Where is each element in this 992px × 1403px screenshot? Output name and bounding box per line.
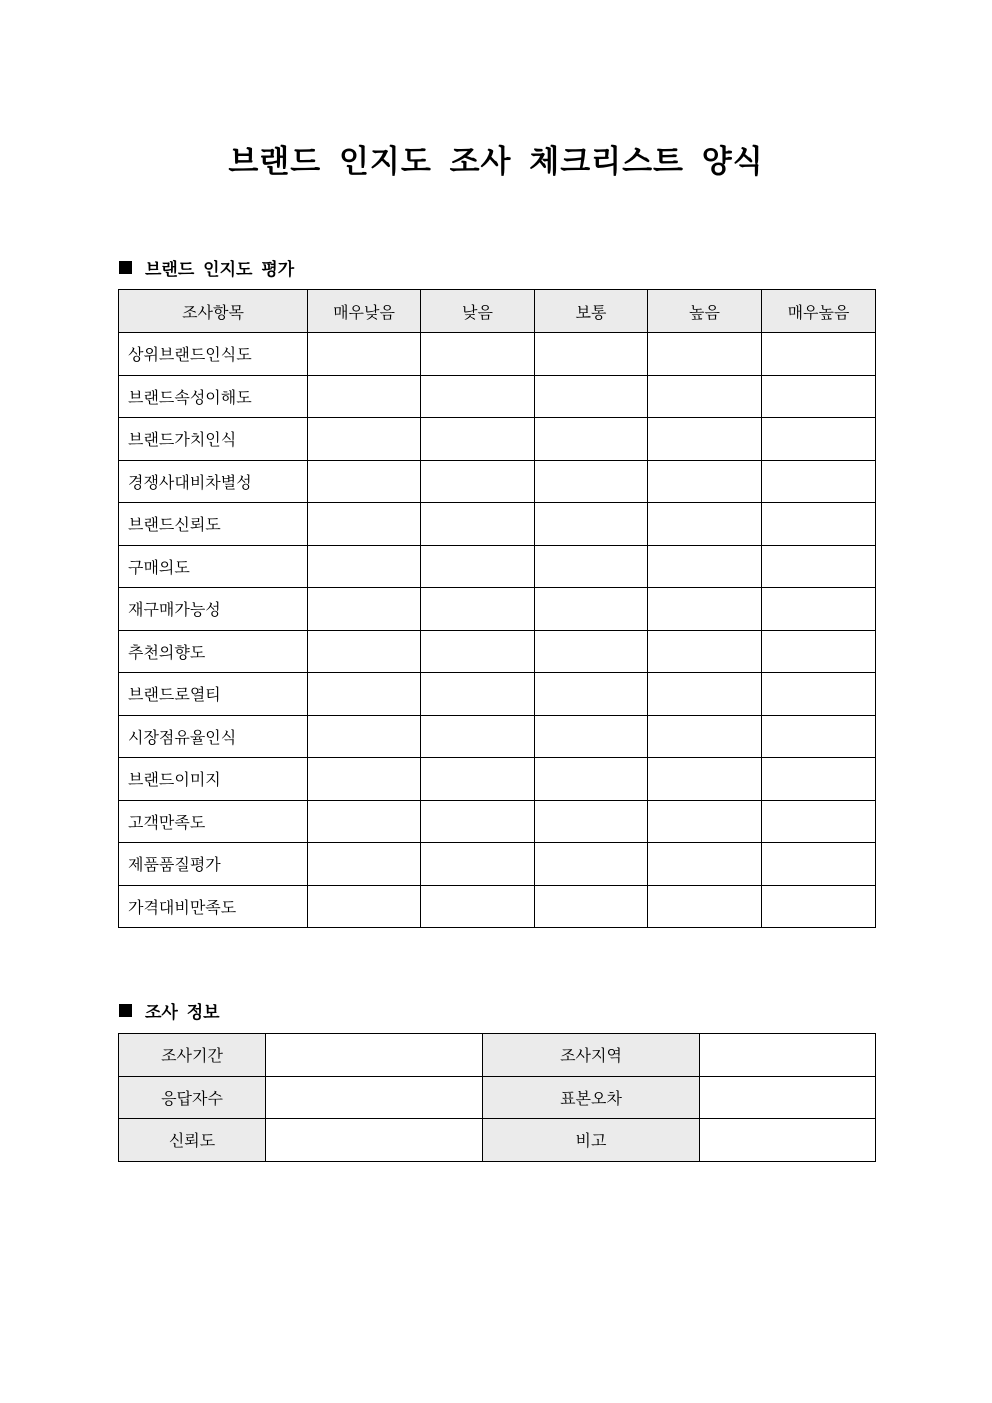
info-value-cell[interactable] bbox=[700, 1076, 876, 1119]
rating-cell[interactable] bbox=[308, 843, 421, 886]
rating-cell[interactable] bbox=[535, 375, 648, 418]
survey-item-label: 브랜드로열티 bbox=[119, 673, 308, 716]
rating-cell[interactable] bbox=[762, 630, 876, 673]
rating-cell[interactable] bbox=[421, 333, 535, 376]
table-row bbox=[119, 843, 876, 886]
rating-cell[interactable] bbox=[648, 758, 762, 801]
rating-cell[interactable] bbox=[762, 673, 876, 716]
rating-cell[interactable] bbox=[762, 715, 876, 758]
rating-cell[interactable] bbox=[648, 885, 762, 928]
survey-info-table bbox=[118, 1033, 876, 1162]
rating-cell[interactable] bbox=[308, 545, 421, 588]
table-header-row bbox=[119, 290, 876, 333]
column-header-normal: 보통 bbox=[535, 290, 648, 333]
evaluation-table bbox=[118, 289, 876, 928]
rating-cell[interactable] bbox=[648, 630, 762, 673]
rating-cell[interactable] bbox=[648, 503, 762, 546]
table-row bbox=[119, 630, 876, 673]
info-value-cell[interactable] bbox=[266, 1034, 483, 1077]
table-row bbox=[119, 673, 876, 716]
rating-cell[interactable] bbox=[421, 673, 535, 716]
rating-cell[interactable] bbox=[648, 843, 762, 886]
column-header-very-low: 매우낮음 bbox=[308, 290, 421, 333]
table-row bbox=[119, 375, 876, 418]
info-value-cell[interactable] bbox=[700, 1034, 876, 1077]
survey-item-label: 브랜드이미지 bbox=[119, 758, 308, 801]
page-title: 브랜드 인지도 조사 체크리스트 양식 bbox=[228, 144, 764, 180]
rating-cell[interactable] bbox=[762, 418, 876, 461]
table-row bbox=[119, 1076, 876, 1119]
rating-cell[interactable] bbox=[535, 503, 648, 546]
rating-cell[interactable] bbox=[535, 885, 648, 928]
rating-cell[interactable] bbox=[308, 503, 421, 546]
table-row bbox=[119, 418, 876, 461]
rating-cell[interactable] bbox=[762, 843, 876, 886]
table-row bbox=[119, 460, 876, 503]
rating-cell[interactable] bbox=[421, 843, 535, 886]
section-heading-label: 조사 정보 bbox=[145, 1003, 220, 1023]
rating-cell[interactable] bbox=[648, 673, 762, 716]
column-header-very-high: 매우높음 bbox=[762, 290, 876, 333]
rating-cell[interactable] bbox=[308, 758, 421, 801]
rating-cell[interactable] bbox=[648, 715, 762, 758]
rating-cell[interactable] bbox=[421, 715, 535, 758]
table-row bbox=[119, 1034, 876, 1077]
rating-cell[interactable] bbox=[535, 630, 648, 673]
rating-cell[interactable] bbox=[648, 460, 762, 503]
rating-cell[interactable] bbox=[308, 418, 421, 461]
rating-cell[interactable] bbox=[535, 800, 648, 843]
rating-cell[interactable] bbox=[421, 630, 535, 673]
rating-cell[interactable] bbox=[421, 418, 535, 461]
column-header-low: 낮음 bbox=[421, 290, 535, 333]
rating-cell[interactable] bbox=[535, 673, 648, 716]
survey-item-label: 구매의도 bbox=[119, 545, 308, 588]
rating-cell[interactable] bbox=[308, 460, 421, 503]
rating-cell[interactable] bbox=[308, 630, 421, 673]
rating-cell[interactable] bbox=[535, 758, 648, 801]
rating-cell[interactable] bbox=[762, 545, 876, 588]
table-row bbox=[119, 715, 876, 758]
survey-item-label: 브랜드가치인식 bbox=[119, 418, 308, 461]
rating-cell[interactable] bbox=[648, 375, 762, 418]
rating-cell[interactable] bbox=[421, 800, 535, 843]
rating-cell[interactable] bbox=[421, 545, 535, 588]
rating-cell[interactable] bbox=[421, 588, 535, 631]
info-value-cell[interactable] bbox=[700, 1119, 876, 1162]
table-row bbox=[119, 758, 876, 801]
rating-cell[interactable] bbox=[421, 460, 535, 503]
rating-cell[interactable] bbox=[648, 418, 762, 461]
rating-cell[interactable] bbox=[648, 588, 762, 631]
rating-cell[interactable] bbox=[421, 375, 535, 418]
rating-cell[interactable] bbox=[648, 545, 762, 588]
rating-cell[interactable] bbox=[308, 333, 421, 376]
section-heading-survey-info bbox=[119, 998, 220, 1023]
rating-cell[interactable] bbox=[762, 588, 876, 631]
rating-cell[interactable] bbox=[308, 588, 421, 631]
info-label: 조사지역 bbox=[483, 1034, 700, 1077]
rating-cell[interactable] bbox=[535, 545, 648, 588]
survey-item-label: 가격대비만족도 bbox=[119, 885, 308, 928]
table-row bbox=[119, 545, 876, 588]
rating-cell[interactable] bbox=[535, 843, 648, 886]
info-label: 표본오차 bbox=[483, 1076, 700, 1119]
table-row bbox=[119, 503, 876, 546]
table-row bbox=[119, 588, 876, 631]
rating-cell[interactable] bbox=[308, 885, 421, 928]
survey-item-label: 브랜드속성이해도 bbox=[119, 375, 308, 418]
rating-cell[interactable] bbox=[535, 418, 648, 461]
rating-cell[interactable] bbox=[421, 758, 535, 801]
section-heading-label: 브랜드 인지도 평가 bbox=[145, 260, 295, 280]
survey-item-label: 제품품질평가 bbox=[119, 843, 308, 886]
survey-item-label: 추천의향도 bbox=[119, 630, 308, 673]
survey-item-label: 상위브랜드인식도 bbox=[119, 333, 308, 376]
table-row bbox=[119, 885, 876, 928]
survey-item-label: 브랜드신뢰도 bbox=[119, 503, 308, 546]
square-bullet-icon bbox=[119, 1004, 132, 1017]
info-label: 비고 bbox=[483, 1119, 700, 1162]
rating-cell[interactable] bbox=[308, 375, 421, 418]
rating-cell[interactable] bbox=[762, 375, 876, 418]
table-row bbox=[119, 333, 876, 376]
square-bullet-icon bbox=[119, 261, 132, 274]
rating-cell[interactable] bbox=[421, 885, 535, 928]
survey-item-label: 시장점유율인식 bbox=[119, 715, 308, 758]
rating-cell[interactable] bbox=[762, 460, 876, 503]
column-header-item: 조사항목 bbox=[119, 290, 308, 333]
rating-cell[interactable] bbox=[762, 503, 876, 546]
section-heading-evaluation bbox=[119, 255, 294, 280]
rating-cell[interactable] bbox=[535, 588, 648, 631]
column-header-high: 높음 bbox=[648, 290, 762, 333]
info-label: 응답자수 bbox=[119, 1076, 266, 1119]
survey-item-label: 재구매가능성 bbox=[119, 588, 308, 631]
table-row bbox=[119, 1119, 876, 1162]
survey-item-label: 경쟁사대비차별성 bbox=[119, 460, 308, 503]
rating-cell[interactable] bbox=[421, 503, 535, 546]
rating-cell[interactable] bbox=[535, 333, 648, 376]
info-label: 신뢰도 bbox=[119, 1119, 266, 1162]
rating-cell[interactable] bbox=[648, 333, 762, 376]
rating-cell[interactable] bbox=[648, 800, 762, 843]
rating-cell[interactable] bbox=[308, 673, 421, 716]
rating-cell[interactable] bbox=[762, 800, 876, 843]
info-value-cell[interactable] bbox=[266, 1076, 483, 1119]
rating-cell[interactable] bbox=[762, 885, 876, 928]
info-value-cell[interactable] bbox=[266, 1119, 483, 1162]
survey-item-label: 고객만족도 bbox=[119, 800, 308, 843]
rating-cell[interactable] bbox=[308, 800, 421, 843]
rating-cell[interactable] bbox=[762, 758, 876, 801]
table-row bbox=[119, 800, 876, 843]
rating-cell[interactable] bbox=[762, 333, 876, 376]
rating-cell[interactable] bbox=[535, 460, 648, 503]
rating-cell[interactable] bbox=[308, 715, 421, 758]
rating-cell[interactable] bbox=[535, 715, 648, 758]
info-label: 조사기간 bbox=[119, 1034, 266, 1077]
